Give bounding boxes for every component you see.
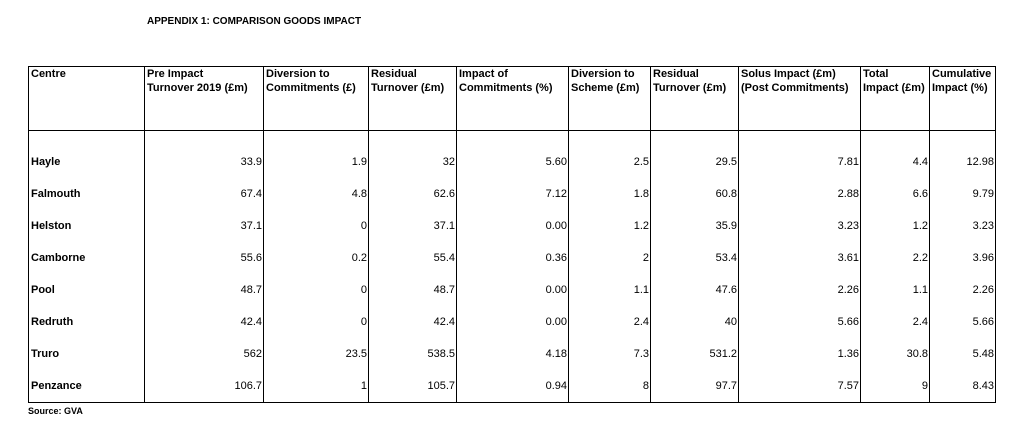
page-title: APPENDIX 1: COMPARISON GOODS IMPACT	[147, 16, 362, 27]
value-cell: 1	[264, 370, 369, 403]
spacer-cell	[651, 131, 739, 147]
centre-name-cell: Camborne	[31, 252, 86, 264]
value-cell: 6.6	[861, 178, 930, 210]
value-cell: 48.7	[369, 274, 457, 306]
value-cell: 7.57	[739, 370, 861, 403]
value-cell: 37.1	[369, 210, 457, 242]
spacer-cell	[930, 131, 996, 147]
value-cell: 562	[145, 338, 264, 370]
value-cell: 3.96	[930, 242, 996, 274]
column-header	[930, 67, 996, 131]
table-row	[29, 210, 996, 242]
value-cell: 0.36	[457, 242, 569, 274]
value-cell: 33.9	[145, 146, 264, 178]
value-cell: 0.2	[264, 242, 369, 274]
column-header	[739, 67, 861, 131]
centre-name-cell: Penzance	[31, 380, 82, 392]
value-cell: 0	[264, 210, 369, 242]
column-header-line: (Post Commitments)	[741, 82, 849, 94]
centre-name-cell: Hayle	[31, 156, 61, 168]
value-cell: 0.94	[457, 370, 569, 403]
spacer-cell	[739, 131, 861, 147]
column-header	[861, 67, 930, 131]
column-header	[569, 67, 651, 131]
table-row	[29, 370, 996, 403]
value-cell: 2.5	[569, 146, 651, 178]
value-cell: 55.6	[145, 242, 264, 274]
column-header	[264, 67, 369, 131]
value-cell: 97.7	[651, 370, 739, 403]
table-body	[29, 131, 996, 403]
column-header-line: Impact of	[459, 68, 508, 80]
value-cell: 105.7	[369, 370, 457, 403]
column-header-line: Commitments (£)	[266, 82, 356, 94]
value-cell: 48.7	[145, 274, 264, 306]
column-header-line: Impact (%)	[932, 82, 988, 94]
value-cell: 2.2	[861, 242, 930, 274]
value-cell: 2.26	[930, 274, 996, 306]
value-cell: 1.2	[569, 210, 651, 242]
value-cell: 29.5	[651, 146, 739, 178]
spacer-cell	[29, 131, 145, 147]
column-header-line: Residual	[371, 68, 417, 80]
value-cell: 12.98	[930, 146, 996, 178]
centre-name-cell: Pool	[31, 284, 55, 296]
value-cell: 0	[264, 306, 369, 338]
value-cell: 23.5	[264, 338, 369, 370]
value-cell: 42.4	[145, 306, 264, 338]
value-cell: 1.9	[264, 146, 369, 178]
value-cell: 4.4	[861, 146, 930, 178]
header-row	[29, 67, 996, 131]
value-cell: 60.8	[651, 178, 739, 210]
value-cell: 2	[569, 242, 651, 274]
value-cell: 53.4	[651, 242, 739, 274]
value-cell: 0.00	[457, 210, 569, 242]
value-cell: 531.2	[651, 338, 739, 370]
value-cell: 2.4	[861, 306, 930, 338]
column-header-line: Centre	[31, 68, 66, 80]
column-header-line: Diversion to	[266, 68, 330, 80]
column-header-line: Cumulative	[932, 68, 992, 80]
value-cell: 1.2	[861, 210, 930, 242]
source-note: Source: GVA	[28, 406, 83, 416]
column-header	[145, 67, 264, 131]
value-cell: 8.43	[930, 370, 996, 403]
column-header-line: Impact (£m)	[863, 82, 925, 94]
spacer-cell	[145, 131, 264, 147]
column-header-line: Solus Impact (£m)	[741, 68, 836, 80]
value-cell: 1.36	[739, 338, 861, 370]
value-cell: 106.7	[145, 370, 264, 403]
column-header	[651, 67, 739, 131]
value-cell: 0	[264, 274, 369, 306]
centre-name-cell: Truro	[31, 348, 60, 360]
centre-name-cell: Helston	[31, 220, 72, 232]
value-cell: 538.5	[369, 338, 457, 370]
spacer-cell	[457, 131, 569, 147]
column-header-line: Residual	[653, 68, 699, 80]
value-cell: 55.4	[369, 242, 457, 274]
value-cell: 1.1	[861, 274, 930, 306]
value-cell: 5.60	[457, 146, 569, 178]
table-row	[29, 146, 996, 178]
value-cell: 4.8	[264, 178, 369, 210]
value-cell: 0.00	[457, 306, 569, 338]
value-cell: 37.1	[145, 210, 264, 242]
value-cell: 7.12	[457, 178, 569, 210]
column-header-line: Diversion to	[571, 68, 635, 80]
column-header	[369, 67, 457, 131]
table-row	[29, 178, 996, 210]
value-cell: 5.48	[930, 338, 996, 370]
value-cell: 1.1	[569, 274, 651, 306]
spacer-cell	[569, 131, 651, 147]
value-cell: 1.8	[569, 178, 651, 210]
value-cell: 3.61	[739, 242, 861, 274]
value-cell: 2.26	[739, 274, 861, 306]
value-cell: 4.18	[457, 338, 569, 370]
value-cell: 32	[369, 146, 457, 178]
table-row	[29, 274, 996, 306]
column-header-line: Commitments (%)	[459, 82, 553, 94]
column-header-line: Total	[863, 68, 889, 80]
value-cell: 62.6	[369, 178, 457, 210]
value-cell: 42.4	[369, 306, 457, 338]
column-header-line: Turnover (£m)	[371, 82, 445, 94]
table-row	[29, 338, 996, 370]
value-cell: 67.4	[145, 178, 264, 210]
centre-name-cell: Falmouth	[31, 188, 81, 200]
column-header-line: Pre Impact	[147, 68, 204, 80]
column-header	[29, 67, 145, 131]
value-cell: 8	[569, 370, 651, 403]
value-cell: 35.9	[651, 210, 739, 242]
spacer-row	[29, 131, 996, 147]
column-header-line: Scheme (£m)	[571, 82, 640, 94]
spacer-cell	[369, 131, 457, 147]
spacer-cell	[264, 131, 369, 147]
spacer-cell	[861, 131, 930, 147]
column-header-line: Turnover 2019 (£m)	[147, 82, 248, 94]
column-header	[457, 67, 569, 131]
table-row	[29, 306, 996, 338]
value-cell: 5.66	[739, 306, 861, 338]
value-cell: 7.3	[569, 338, 651, 370]
table-row	[29, 242, 996, 274]
column-header-line	[31, 81, 143, 95]
value-cell: 47.6	[651, 274, 739, 306]
value-cell: 9	[861, 370, 930, 403]
value-cell: 2.4	[569, 306, 651, 338]
value-cell: 40	[651, 306, 739, 338]
value-cell: 9.79	[930, 178, 996, 210]
value-cell: 7.81	[739, 146, 861, 178]
value-cell: 5.66	[930, 306, 996, 338]
value-cell: 3.23	[930, 210, 996, 242]
value-cell: 2.88	[739, 178, 861, 210]
column-header-line: Turnover (£m)	[653, 82, 727, 94]
comparison-goods-impact-table	[28, 66, 996, 403]
value-cell: 3.23	[739, 210, 861, 242]
centre-name-cell: Redruth	[31, 316, 74, 328]
value-cell: 0.00	[457, 274, 569, 306]
value-cell: 30.8	[861, 338, 930, 370]
